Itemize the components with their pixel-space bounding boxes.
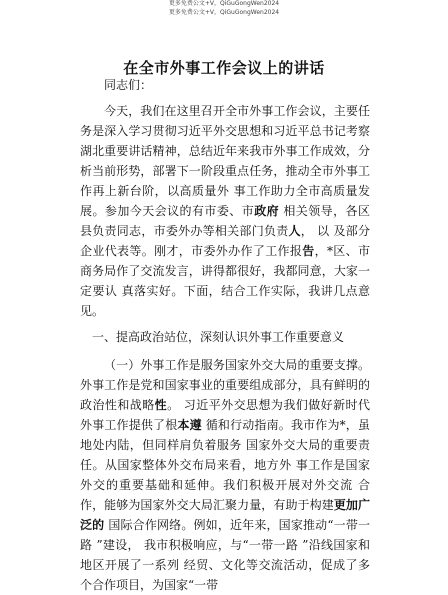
paragraph-text: 循和行动指南。我市作为*，虽地处内陆，但同样肩负着服务 国家外交大局的重要责任。从国家整体外交布局来看，地方外 事工作是国家外交的重要基础和延伸。我们积极开展对外交流 合作，能够为国家外交大局汇聚力量，有助于构建 (80, 418, 370, 512)
paragraph-text: 今天，我们在这里召开全市外事工作会议，主要任务是深入学习贯彻习近平外交思想和习近平总书记考察湖北重要讲话精神，总结近年来我市外事工作成效，分析当前形势，部署下一阶段重点任务，推动全市外事工作再上新台阶，以高质量外 事工作助力全市高质量发展。参加今天会议的有市委、市 (80, 104, 370, 218)
bold-text: 人 (288, 224, 301, 238)
watermark-second: 更多免费公文+V，QiGuGongWen2024 (168, 9, 280, 16)
salutation: 同志们： (104, 78, 153, 92)
paragraph-text: 相关领导，各区县负责同志，市委外办等相关部门负责 (80, 204, 370, 238)
bold-text: 性 (154, 398, 168, 412)
paragraph-text: 。 习近平外交思想为我们做好新时代外事工作提供了根 (80, 398, 370, 432)
paragraph-intro (80, 101, 370, 321)
paragraph-text: ， 以 及部分企业代表等。刚才，市委外办作了工作报 (80, 224, 370, 258)
section-heading: 一、提高政治站位，深刻认识外事工作重要意义 (92, 330, 345, 344)
paragraph-text: ，*区、市 商务局作了交流发言，讲得都很好，我都同意，大家一定要认 真落实好。下面，结合工作实际，我讲几点意见。 (80, 244, 370, 318)
document-title: 在全市外事工作会议上的讲话 (123, 59, 325, 77)
paragraph-section-1 (80, 355, 370, 595)
paragraph-text: 国际合作网络。例如，近年来，国家推动“一带一路 ”建设， 我市积极响应，与“一带一路 ”沿线国家和地区开展了一系列 经贸、文化等交流活动，促成了多个合作项目，为国家“一带 (80, 518, 370, 592)
bold-text: 本遵 (177, 418, 202, 432)
document-body (80, 75, 370, 595)
bold-text: 政府 (254, 204, 280, 218)
watermark-top: 更多免费公文+V，QiGuGongWen2024 (168, 0, 280, 7)
bold-text: 告 (302, 244, 315, 258)
paragraph-text: （一）外事工作是服务国家外交大局的重要支撑。外事工作是党和国家事业的重要组成部分，具有鲜明的政治性和战略 (80, 358, 370, 412)
bold-text: 更加广泛的 (80, 498, 370, 532)
